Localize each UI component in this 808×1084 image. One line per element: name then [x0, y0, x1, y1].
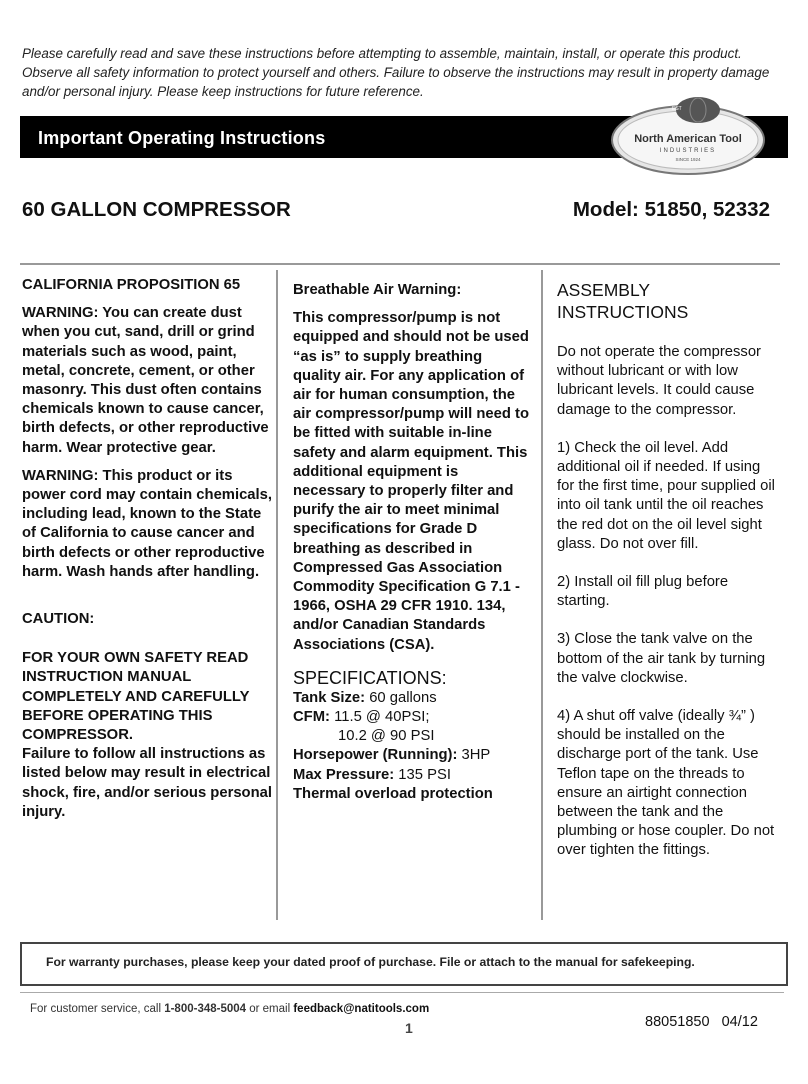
- caution-heading: CAUTION:: [22, 611, 95, 628]
- column-divider-2: [541, 270, 543, 920]
- intro-notice: Please carefully read and save these instructions before attempting to assemble, maintain, install, or operate this product. Observe all safety information to protect yourself and others. Failure to observe the instructions may result in property damage and/or personal injury. Please keep instructions for future reference.: [22, 46, 770, 99]
- spec-cfm-2: 10.2 @ 90 PSI: [338, 728, 435, 745]
- breathable-text: This compressor/pump is not equipped and should not be used “as is” to supply breathing quality air. For any application of air for human consumption, the air compressor/pump will need to be fitted with suitable in-line safety and alarm equipment. This additional equipment is necessary to properly filter and purify the air to meet minimal specifications for Grade D breathing as described in Compressed Gas Association Commodity Specification G 7.1 - 1966, OSHA 29 CFR 1910. 134, and/or Canadian Standards Associations (CSA).: [293, 310, 529, 653]
- column-prop65: [22, 276, 276, 822]
- assembly-intro: Do not operate the compressor without lubricant or with low lubricant levels. It could cause damage to the compressor.: [557, 344, 761, 418]
- logo-sub: INDUSTRIES: [659, 148, 717, 154]
- specifications-heading: SPECIFICATIONS:: [293, 667, 447, 688]
- assembly-step-2: 2) Install oil fill plug before starting.: [557, 574, 729, 610]
- warranty-text: For warranty purchases, please keep your dated proof of purchase. File or attach to the manual for safekeeping.: [46, 955, 695, 969]
- service-phone: 1-800-348-5004: [164, 1003, 247, 1015]
- failure-text: Failure to follow all instructions as listed below may result in electrical shock, fire, and/or serious personal injury.: [22, 746, 272, 820]
- header-divider: [20, 263, 780, 265]
- service-email: feedback@natitools.com: [293, 1003, 430, 1015]
- page-number: 1: [405, 1020, 413, 1036]
- assembly-heading: ASSEMBLY INSTRUCTIONS: [557, 280, 689, 322]
- company-logo: [610, 96, 766, 176]
- product-title: 60 GALLON COMPRESSOR: [22, 198, 291, 221]
- banner-title: Important Operating Instructions: [38, 128, 326, 148]
- column-assembly: [557, 279, 779, 861]
- column-divider-1: [276, 270, 278, 920]
- assembly-step-4: 4) A shut off valve (ideally ¾” ) should be installed on the discharge port of the tank. Use Teflon tape on the threads to ensure an airtight connection between the tank and the plumbing or hose coupler. Do not over tighten the fittings.: [557, 708, 775, 859]
- spec-horsepower: Horsepower (Running): 3HP: [293, 747, 491, 764]
- warning-lead: WARNING: This product or its power cord may contain chemicals, including lead, known to the State of California to cause cancer and birth defects or other reproductive harm. Wash hands after handling.: [22, 467, 272, 580]
- spec-tank: Tank Size: 60 gallons: [293, 689, 437, 706]
- customer-service: For customer service, call 1-800-348-5004 or email feedback@natitools.com: [30, 1003, 430, 1015]
- assembly-step-1: 1) Check the oil level. Add additional oil if needed. If using for the first time, pour supplied oil into oil tank until the oil reaches the red dot on the oil level sight glass. Do not over fill.: [557, 439, 775, 552]
- spec-thermal: Thermal overload protection: [293, 785, 493, 802]
- logo-est: EST: [672, 106, 682, 112]
- logo-since: SINCE 1924: [675, 157, 701, 162]
- breathable-heading: Breathable Air Warning:: [293, 282, 462, 298]
- assembly-step-3: 3) Close the tank valve on the bottom of the air tank by turning the valve clockwise.: [557, 631, 766, 686]
- spec-cfm: CFM: 11.5 @ 40PSI;: [293, 709, 430, 726]
- spec-max-pressure: Max Pressure: 135 PSI: [293, 766, 451, 783]
- prop65-heading: CALIFORNIA PROPOSITION 65: [22, 277, 241, 293]
- footer-divider: [20, 992, 784, 993]
- document-number: 88051850 04/12: [645, 1014, 758, 1030]
- globe-icon: [676, 97, 720, 123]
- warning-dust: WARNING: You can create dust when you cut, sand, drill or grind materials such as wood, paint, metal, concrete, cement, or other masonry. This dust often contains chemicals known to cause cancer, birth defects, or other reproductive harm. Wear protective gear.: [22, 305, 269, 456]
- model-number: Model: 51850, 52332: [572, 198, 770, 221]
- column-breathable: [293, 281, 529, 804]
- logo-name: North American Tool: [634, 133, 742, 145]
- caution-text: FOR YOUR OWN SAFETY READ INSTRUCTION MANUAL COMPLETELY AND CAREFULLY BEFORE OPERATING THIS COMPRESSOR.: [22, 650, 250, 744]
